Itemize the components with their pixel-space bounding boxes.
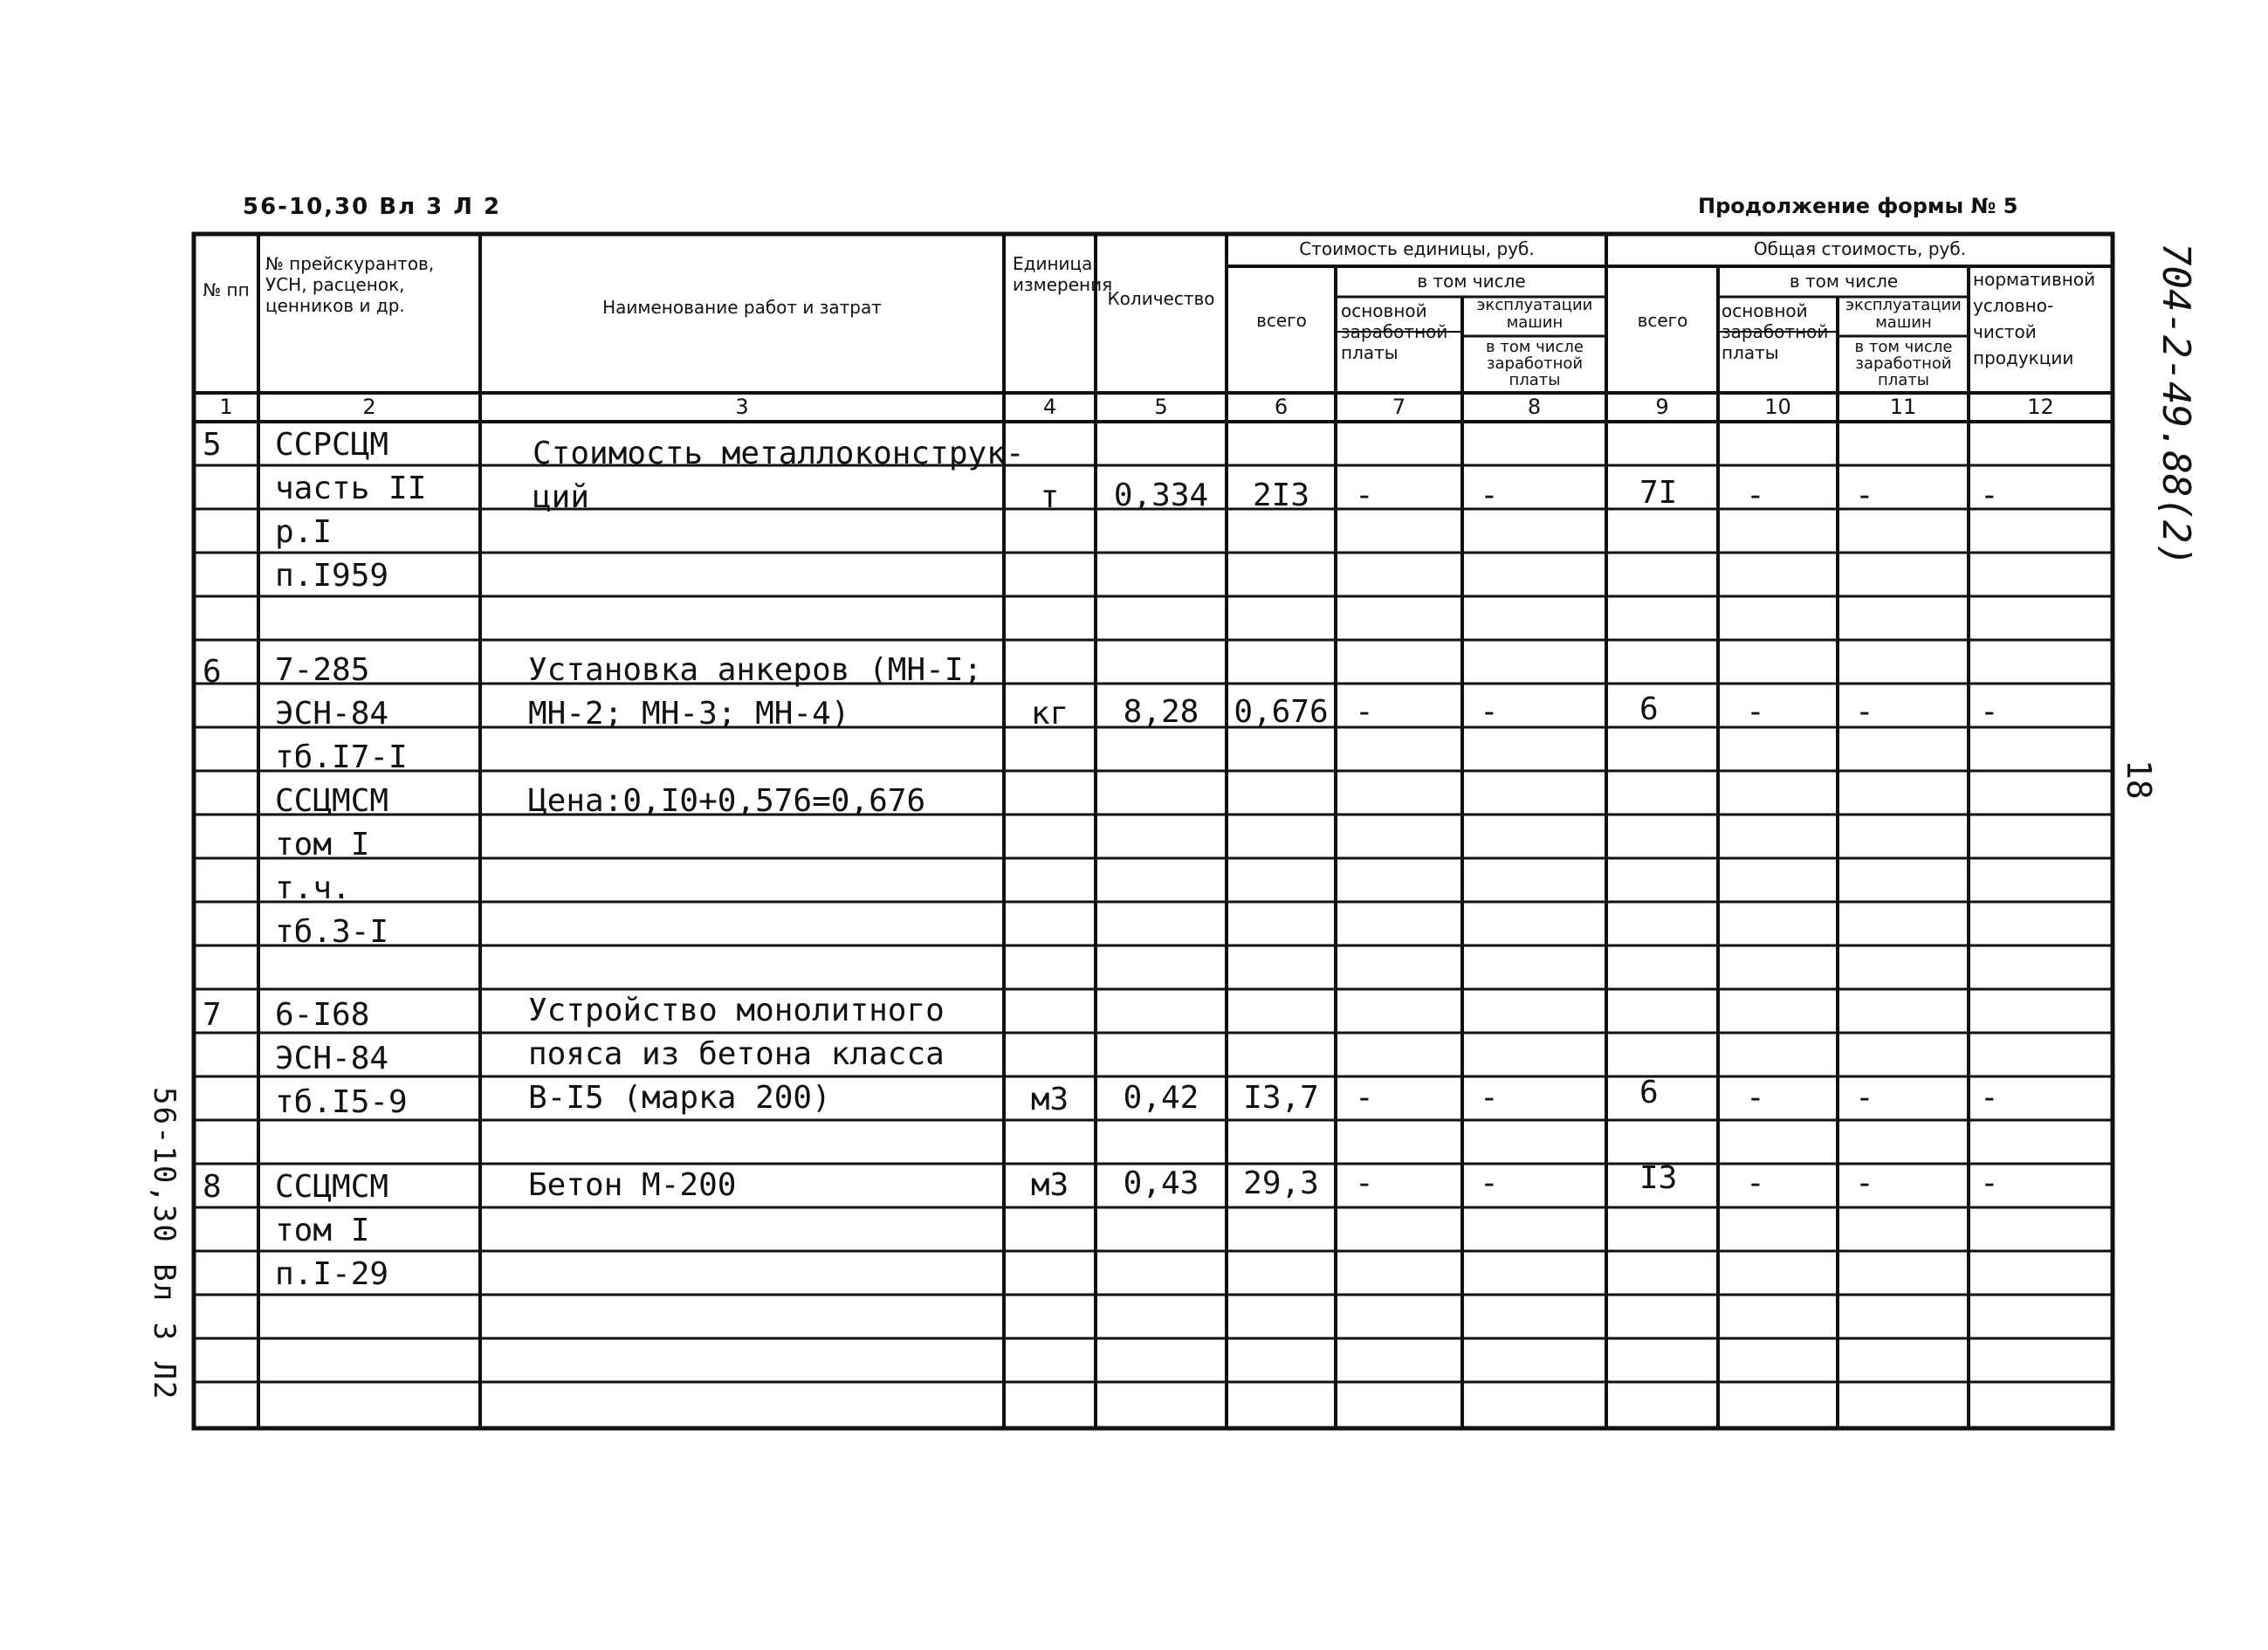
unit-cost-machine: -	[1480, 1165, 1499, 1201]
header-number: № пп	[203, 279, 250, 300]
unit-cost-total: 29,3	[1243, 1165, 1319, 1201]
work-name-line: Цена:0,I0+0,576=0,676	[528, 783, 926, 819]
unit-cost-total: 0,676	[1234, 694, 1329, 730]
total-cost-normative: -	[1980, 694, 1999, 730]
total-cost-total: 7I	[1639, 475, 1678, 511]
header-unit-machine: эксплуатации машин	[1476, 296, 1593, 332]
work-name-line: Стоимость металлоконструк-	[533, 436, 1025, 471]
work-name-line: ций	[533, 479, 590, 515]
form-continuation-title: Продолжение формы № 5	[1698, 194, 2018, 218]
unit-cost-total: I3,7	[1243, 1080, 1319, 1116]
price-ref-line: 6-I68	[275, 997, 370, 1033]
quantity-value: 0,42	[1123, 1080, 1199, 1116]
price-ref-line: тб.I5-9	[275, 1084, 408, 1120]
header-unit: Единица измерения	[1013, 253, 1113, 295]
total-cost-normative: -	[1980, 478, 1999, 513]
row-number: 8	[203, 1169, 222, 1205]
work-name-line: Устройство монолитного	[528, 993, 945, 1028]
price-ref-line: п.I-29	[275, 1256, 389, 1292]
unit-cost-wage: -	[1355, 694, 1374, 730]
header-normative-product: нормативной условно-чистой продукции	[1973, 269, 2096, 368]
page-number: 18	[2120, 760, 2158, 800]
header-quantity: Количество	[1107, 288, 1215, 309]
header-unit-wage: основной заработной платы	[1341, 300, 1448, 363]
work-name-line: Бетон М-200	[528, 1167, 737, 1203]
col-num-5: 5	[1154, 395, 1168, 419]
header-unit-total: всего	[1256, 310, 1307, 331]
header-work-name: Наименование работ и затрат	[602, 297, 882, 318]
total-cost-normative: -	[1980, 1165, 1999, 1201]
price-ref-line: том I	[275, 827, 370, 863]
header-total-machine: эксплуатации машин	[1845, 296, 1962, 332]
work-name-line: МН-2; МН-3; МН-4)	[528, 696, 850, 732]
total-cost-machine: -	[1855, 1165, 1874, 1201]
work-name-line: В-I5 (марка 200)	[528, 1080, 831, 1116]
row-number: 5	[203, 427, 222, 463]
document-code: 56-10,30 Вл 3 Л 2	[243, 194, 502, 220]
unit-cost-machine: -	[1480, 1080, 1499, 1116]
price-ref-line: ЭСН-84	[275, 1041, 389, 1076]
unit-cost-machine: -	[1480, 694, 1499, 730]
unit-cost-machine: -	[1480, 478, 1499, 513]
header-total-wage: основной заработной платы	[1722, 300, 1829, 363]
col-num-1: 1	[219, 395, 233, 419]
unit-cost-wage: -	[1355, 478, 1374, 513]
price-ref-line: ССЦМСМ	[275, 783, 389, 819]
header-price-list-refs: № прейскурантов, УСН, расценок, ценников и др.	[265, 253, 435, 316]
header-including-2: в том числе	[1789, 271, 1899, 292]
price-ref-line: тб.3-I	[275, 914, 389, 950]
total-cost-machine: -	[1855, 1080, 1874, 1116]
price-ref-line: ССЦМСМ	[275, 1169, 389, 1205]
total-cost-wage: -	[1746, 1165, 1765, 1201]
total-cost-machine: -	[1855, 478, 1874, 513]
total-cost-wage: -	[1746, 694, 1765, 730]
header-unit-cost: Стоимость единицы, руб.	[1299, 238, 1535, 259]
total-cost-machine: -	[1855, 694, 1874, 730]
quantity-value: 0,334	[1113, 478, 1209, 513]
col-num-9: 9	[1655, 395, 1669, 419]
unit-value: м3	[1030, 1167, 1069, 1203]
unit-value: м3	[1030, 1082, 1069, 1117]
col-num-4: 4	[1042, 395, 1057, 419]
price-ref-line: 7-285	[275, 652, 370, 688]
col-num-10: 10	[1764, 395, 1791, 419]
total-cost-wage: -	[1746, 1080, 1765, 1116]
price-ref-line: т.ч.	[275, 870, 351, 906]
unit-value: т	[1040, 479, 1060, 515]
price-ref-line: тб.I7-I	[275, 739, 408, 775]
work-name-line: пояса из бетона класса	[528, 1036, 945, 1072]
header-total-machine-wage: в том числе заработной платы	[1854, 338, 1953, 389]
col-num-8: 8	[1527, 395, 1542, 419]
header-including-1: в том числе	[1417, 271, 1526, 292]
price-ref-line: р.I	[275, 514, 333, 550]
unit-cost-total: 2I3	[1252, 478, 1310, 513]
handwritten-project-code: 704-2-49.88(2)	[2154, 243, 2198, 567]
price-ref-line: п.I959	[275, 558, 389, 594]
col-num-11: 11	[1889, 395, 1917, 419]
total-cost-total: 6	[1639, 1075, 1659, 1110]
header-total-cost: Общая стоимость, руб.	[1753, 238, 1967, 259]
side-document-reference: 56-10,30 Вл 3 Л2	[147, 1087, 182, 1401]
row-number: 7	[203, 997, 222, 1033]
unit-cost-wage: -	[1355, 1165, 1374, 1201]
col-num-12: 12	[2027, 395, 2054, 419]
price-ref-line: ЭСН-84	[275, 696, 389, 732]
work-name-line: Установка анкеров (МН-I;	[528, 652, 983, 688]
total-cost-wage: -	[1746, 478, 1765, 513]
total-cost-total: 6	[1639, 691, 1659, 727]
total-cost-normative: -	[1980, 1080, 1999, 1116]
price-ref-line: часть II	[275, 471, 427, 506]
header-unit-machine-wage: в том числе заработной платы	[1486, 338, 1584, 389]
quantity-value: 8,28	[1123, 694, 1199, 730]
price-ref-line: том I	[275, 1213, 370, 1248]
unit-value: кг	[1030, 696, 1069, 732]
header-total-total: всего	[1637, 310, 1688, 331]
col-num-6: 6	[1274, 395, 1289, 419]
total-cost-total: I3	[1639, 1160, 1678, 1196]
quantity-value: 0,43	[1123, 1165, 1199, 1201]
col-num-7: 7	[1392, 395, 1406, 419]
price-ref-line: ССРСЦМ	[275, 427, 389, 463]
col-num-3: 3	[735, 395, 749, 419]
col-num-2: 2	[362, 395, 376, 419]
unit-cost-wage: -	[1355, 1080, 1374, 1116]
row-number: 6	[203, 654, 222, 690]
